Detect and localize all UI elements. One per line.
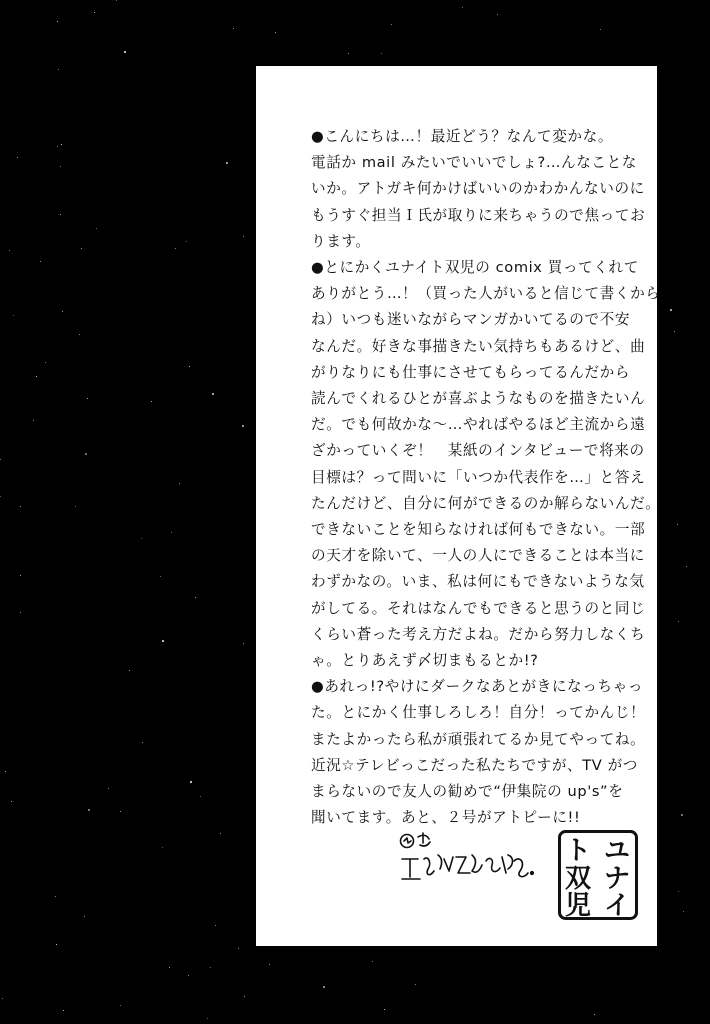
afterword-page <box>256 66 661 946</box>
background-speck <box>348 53 349 54</box>
text-line: なんだ。好きな事描きたい気持ちもあるけど、曲 <box>311 337 646 355</box>
background-speck <box>188 975 189 976</box>
text-line: 聞いてます。あと、２号がアトピーに!! <box>311 809 581 827</box>
svg-text:ユ: ユ <box>603 836 631 866</box>
background-speck <box>124 51 126 53</box>
background-speck <box>55 896 56 897</box>
text-line: もうすぐ担当Ｉ氏が取りに来ちゃうので焦ってお <box>311 206 646 224</box>
background-speck <box>189 366 190 367</box>
text-line: ります。 <box>311 232 371 250</box>
text-line: ゃ。とりあえず〆切まもるとか!? <box>311 652 539 670</box>
background-speck <box>210 967 211 968</box>
background-speck <box>415 984 416 985</box>
background-speck <box>244 996 245 997</box>
background-speck <box>0 459 1 460</box>
text-line: いか。アトガキ何かけばいいのかわかんないのに <box>311 180 645 198</box>
background-speck <box>275 32 276 33</box>
background-speck <box>215 925 216 926</box>
background-speck <box>212 393 214 395</box>
text-line: たんだけど、自分に何ができるのか解らないんだ。 <box>311 494 661 512</box>
background-speck <box>681 814 683 816</box>
background-speck <box>20 506 21 507</box>
text-line: わずかなの。いま、私は何にもできないような気 <box>311 573 645 591</box>
text-line: 近況☆テレビっこだった私たちですが、TV がつ <box>311 756 638 774</box>
background-speck <box>40 261 41 262</box>
background-speck <box>56 944 57 945</box>
text-line: ●あれっ!?やけにダークなあとがきになっちゃっ <box>311 678 644 696</box>
text-line: まらないので友人の勧めで“伊集院の up's”を <box>311 783 624 801</box>
text-line: 電話か mail みたいでいいでしょ?…んなことな <box>311 154 637 172</box>
background-speck <box>85 453 87 455</box>
background-speck <box>63 1010 64 1011</box>
background-speck <box>677 524 678 525</box>
text-line: がしてる。それはなんでもできると思うのと同じ <box>311 599 646 617</box>
svg-text:双: 双 <box>564 864 592 894</box>
background-speck <box>372 961 373 962</box>
background-speck <box>33 420 34 421</box>
text-line: くらい蒼った考え方だよね。だから努力しなくち <box>311 625 646 643</box>
svg-text:イ: イ <box>603 891 631 921</box>
background-speck <box>60 214 61 215</box>
background-speck <box>57 146 58 147</box>
background-speck <box>120 811 121 812</box>
background-speck <box>233 28 234 29</box>
background-speck <box>190 781 192 783</box>
background-speck <box>186 241 187 242</box>
background-speck <box>58 69 59 70</box>
background-speck <box>61 144 62 145</box>
background-speck <box>84 916 85 917</box>
text-line: ●こんにちは…！最近どう？なんて変かな。 <box>311 128 614 145</box>
background-speck <box>594 1014 595 1015</box>
background-speck <box>45 362 46 363</box>
background-speck <box>9 250 10 251</box>
background-speck <box>243 643 244 644</box>
background-speck <box>62 311 63 312</box>
text-line: ●とにかくユナイト双児の comix 買ってくれて <box>311 259 639 277</box>
svg-text:児: 児 <box>564 891 592 921</box>
background-speck <box>160 576 161 577</box>
background-speck <box>79 334 80 335</box>
text-line: がりなりにも仕事にさせてもらってるんだから <box>311 363 631 381</box>
background-speck <box>57 21 58 22</box>
background-speck <box>670 309 672 311</box>
background-speck <box>11 801 12 802</box>
background-speck <box>162 847 163 848</box>
text-line: ざかっていくぞ！ 某紙のインタビューで将来の <box>311 442 645 460</box>
background-speck <box>462 7 463 8</box>
text-line: ね）いつも迷いながらマンガかいてるので不安 <box>311 311 631 329</box>
background-speck <box>13 315 14 316</box>
handwritten-signature <box>398 829 540 891</box>
background-speck <box>171 532 172 533</box>
background-speck <box>600 29 601 30</box>
background-speck <box>678 891 679 892</box>
svg-text:ナ: ナ <box>603 864 631 894</box>
background-speck <box>116 0 117 1</box>
background-speck <box>686 566 687 567</box>
background-speck <box>243 236 244 237</box>
background-speck <box>269 964 270 965</box>
background-speck <box>5 771 6 772</box>
background-speck <box>96 228 97 229</box>
background-speck <box>36 376 37 377</box>
background-speck <box>17 157 18 158</box>
background-speck <box>226 162 228 164</box>
text-line: できないことを知らなければ何もできない。一部 <box>311 521 646 539</box>
background-speck <box>242 425 244 427</box>
background-speck <box>207 1018 208 1019</box>
background-speck <box>129 670 130 671</box>
background-speck <box>678 621 679 622</box>
background-speck <box>20 575 21 576</box>
text-line: ありがとう…！（買った人がいると信じて書くから <box>311 285 661 303</box>
background-speck <box>141 538 142 539</box>
seal-stamp <box>557 829 639 921</box>
background-speck <box>142 742 143 743</box>
background-speck <box>108 788 109 789</box>
background-speck <box>87 398 88 399</box>
background-speck <box>169 967 170 968</box>
background-speck <box>384 1009 385 1010</box>
background-speck <box>674 331 675 332</box>
text-line: またよかったら私が頑張れてるか見てやってね。 <box>311 730 646 748</box>
background-speck <box>200 796 201 797</box>
background-speck <box>220 833 221 834</box>
background-speck <box>2 998 3 999</box>
background-speck <box>151 401 152 402</box>
background-speck <box>323 986 325 988</box>
text-line: た。とにかく仕事しろしろ！自分！ってかんじ！ <box>311 704 646 722</box>
background-speck <box>0 496 1 497</box>
text-line: 読んでくれるひとが喜ぶようなものを描きたいん <box>311 390 646 408</box>
text-line: の天才を除いて、一人の人にできることは本当に <box>311 547 645 565</box>
background-speck <box>195 597 196 598</box>
svg-text:ト: ト <box>564 836 592 866</box>
background-speck <box>497 14 498 15</box>
background-speck <box>20 612 21 613</box>
background-speck <box>238 948 239 949</box>
background-speck <box>60 166 61 167</box>
afterword-text <box>311 124 661 831</box>
background-speck <box>175 248 176 249</box>
background-speck <box>94 12 95 13</box>
background-speck <box>391 24 392 25</box>
background-speck <box>75 506 76 507</box>
background-speck <box>120 1005 121 1006</box>
background-speck <box>162 640 164 642</box>
background-speck <box>88 809 90 811</box>
background-speck <box>179 483 180 484</box>
text-line: 目標は？って問いに「いつか代表作を…」と答え <box>311 468 646 486</box>
background-speck <box>381 53 382 54</box>
background-speck <box>81 248 82 249</box>
background-speck <box>683 911 684 912</box>
text-line: だ。でも何故かな〜…やればやるほど主流から遠 <box>311 416 646 434</box>
